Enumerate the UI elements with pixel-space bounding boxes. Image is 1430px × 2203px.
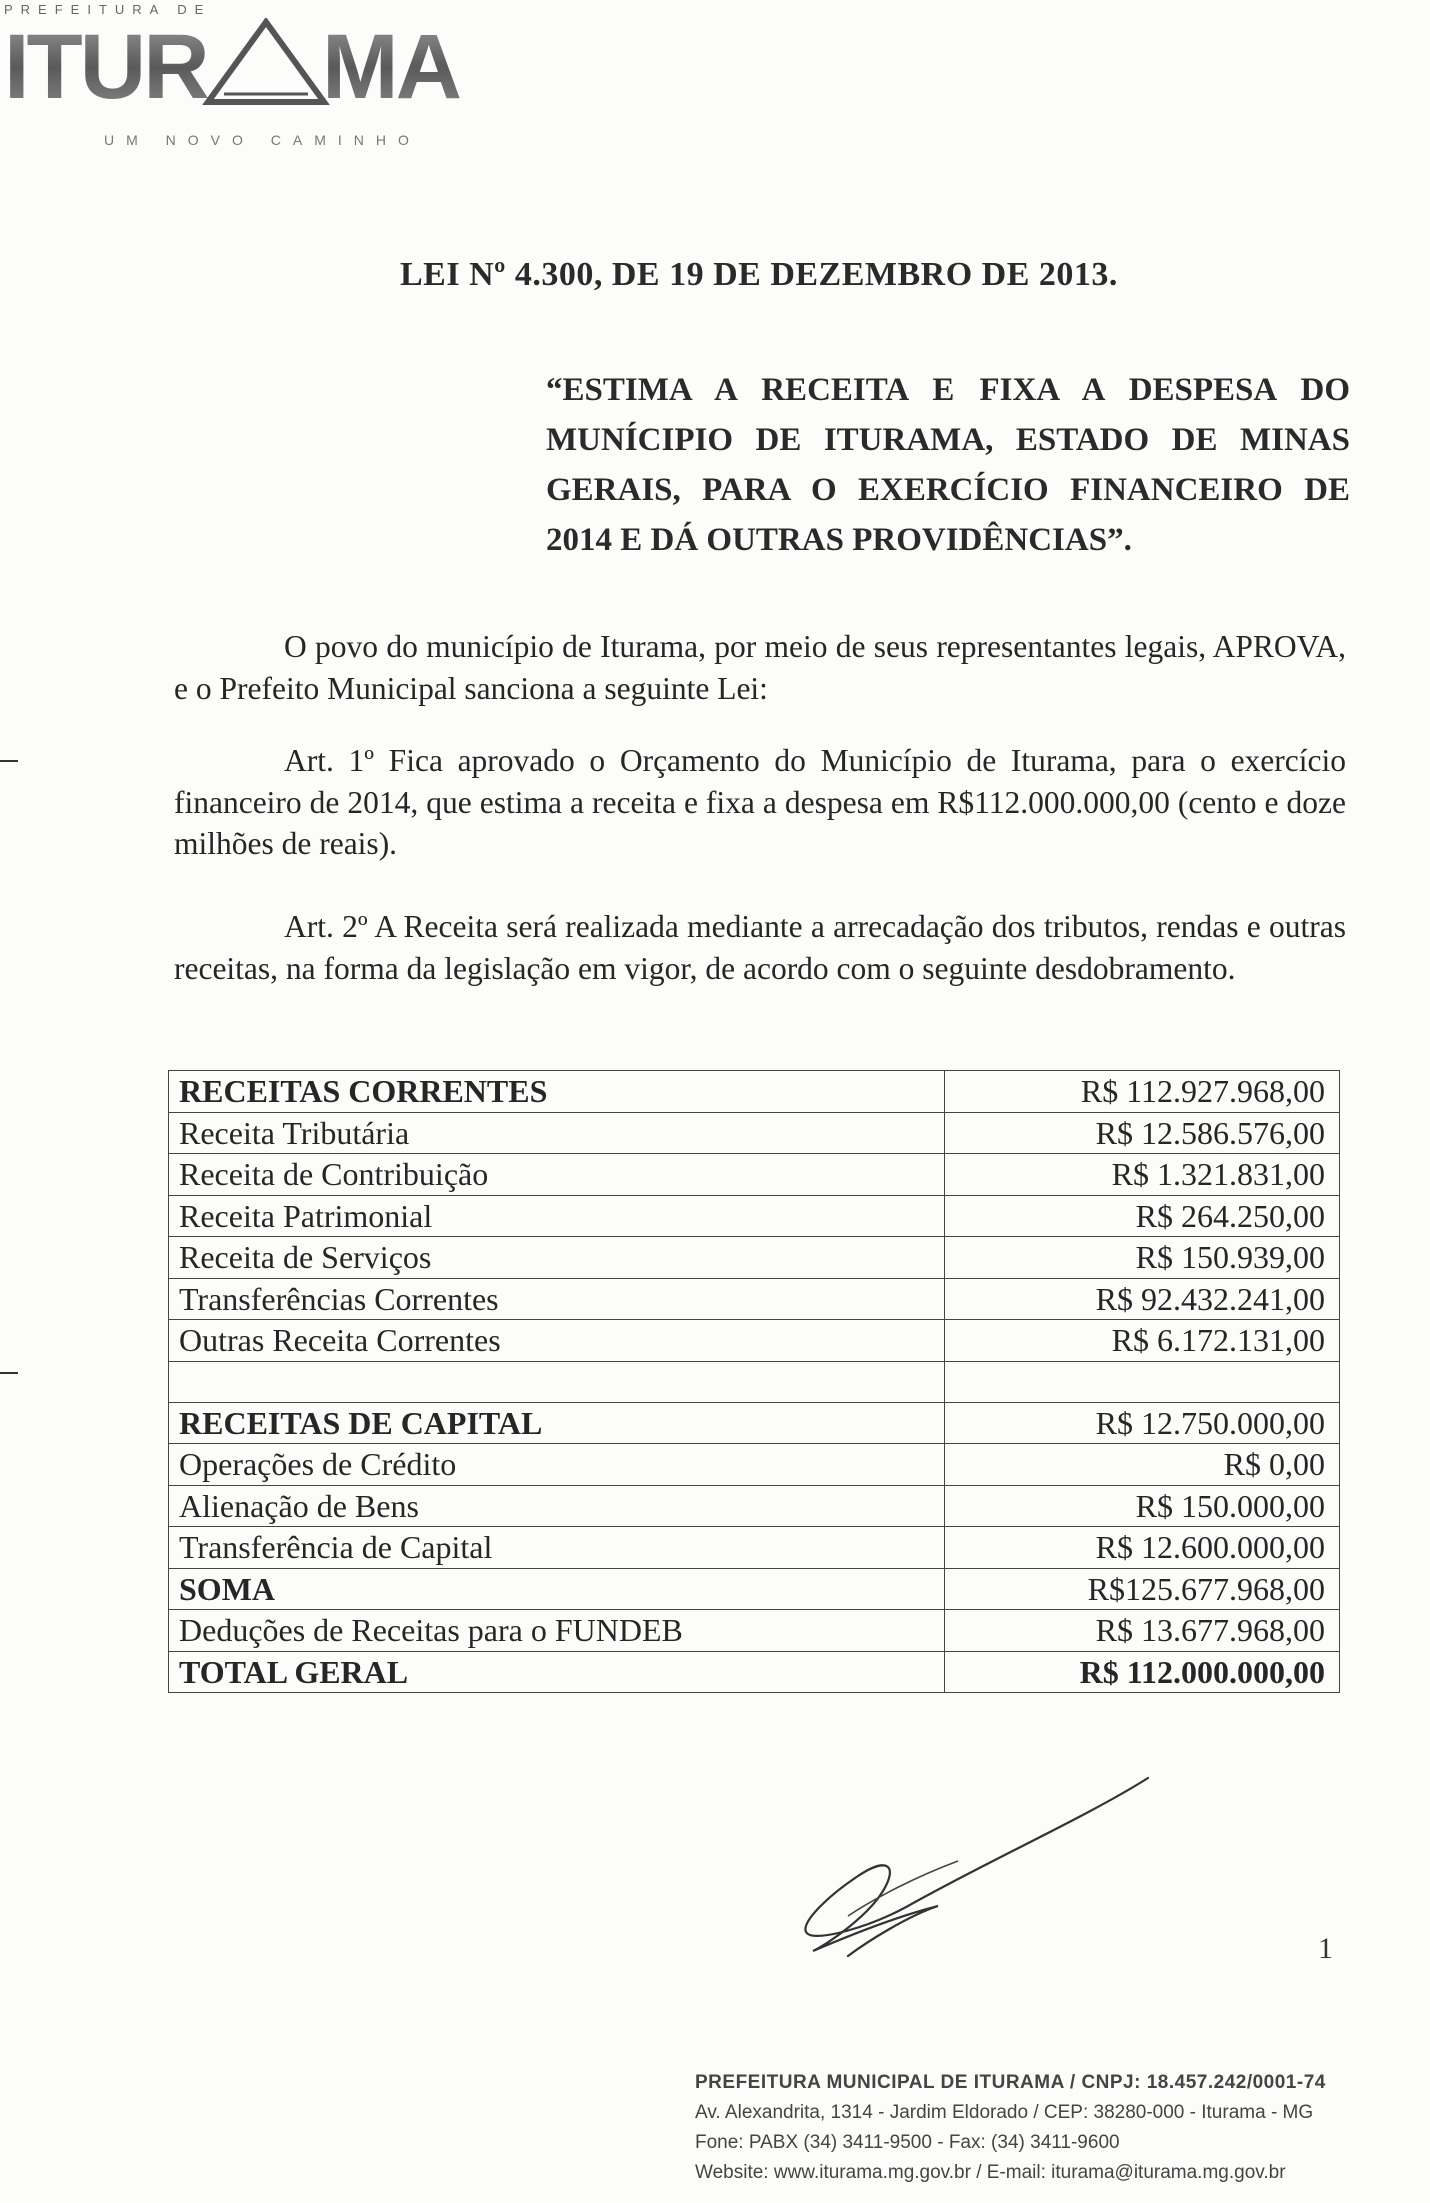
row-label: Alienação de Bens	[169, 1485, 945, 1527]
footer-line-2: Av. Alexandrita, 1314 - Jardim Eldorado / CEP: 38280-000 - Iturama - MG	[695, 2102, 1314, 2123]
row-value: R$ 13.677.968,00	[945, 1610, 1340, 1652]
row-label: Deduções de Receitas para o FUNDEB	[169, 1610, 945, 1652]
row-label	[169, 1361, 945, 1402]
logo-tagline: UM NOVO CAMINHO	[104, 132, 421, 148]
law-ementa: “ESTIMA A RECEITA E FIXA A DESPESA DO MUNÍCIPIO DE ITURAMA, ESTADO DE MINAS GERAIS, PARA O EXERCÍCIO FINANCEIRO DE 2014 E DÁ OUTRAS PROVIDÊNCIAS”.	[546, 372, 1350, 558]
row-value: R$ 112.000.000,00	[945, 1651, 1340, 1693]
table-row	[169, 1485, 1340, 1527]
row-label: Transferência de Capital	[169, 1527, 945, 1569]
law-title: LEI Nº 4.300, DE 19 DE DEZEMBRO DE 2013.	[400, 256, 1118, 293]
row-label: Outras Receita Correntes	[169, 1320, 945, 1362]
row-label: SOMA	[169, 1568, 945, 1610]
table-row	[169, 1320, 1340, 1362]
row-value	[945, 1361, 1340, 1402]
svg-text:MA: MA	[322, 18, 460, 118]
row-label: Receita de Serviços	[169, 1237, 945, 1279]
footer-line-3: Fone: PABX (34) 3411-9500 - Fax: (34) 3411-9600	[695, 2132, 1120, 2153]
table-row-blank	[169, 1361, 1340, 1402]
revenue-table	[168, 1070, 1340, 1693]
margin-mark	[0, 760, 18, 762]
row-value: R$ 264.250,00	[945, 1195, 1340, 1237]
paragraph-art-1: Art. 1º Fica aprovado o Orçamento do Município de Iturama, para o exercício financeiro de 2014, que estima a receita e fixa a despesa em R$112.000.000,00 (cento e doze milhões de reais).	[174, 743, 1346, 861]
prefeitura-logo	[0, 0, 470, 160]
table-row	[169, 1402, 1340, 1444]
table-row	[169, 1568, 1340, 1610]
row-value: R$ 112.927.968,00	[945, 1071, 1340, 1113]
table-row	[169, 1195, 1340, 1237]
table-row	[169, 1278, 1340, 1320]
row-value: R$ 12.600.000,00	[945, 1527, 1340, 1569]
margin-mark	[0, 1372, 18, 1374]
table-row	[169, 1610, 1340, 1652]
table-row	[169, 1154, 1340, 1196]
table-row	[169, 1237, 1340, 1279]
svg-text:ITUR: ITUR	[4, 18, 207, 118]
paragraph-art-2: Art. 2º A Receita será realizada mediante a arrecadação dos tributos, rendas e outras receitas, na forma da legislação em vigor, de acordo com o seguinte desdobramento.	[174, 909, 1346, 986]
row-value: R$ 150.000,00	[945, 1485, 1340, 1527]
row-label: Receita Patrimonial	[169, 1195, 945, 1237]
row-label: Operações de Crédito	[169, 1444, 945, 1486]
row-value: R$ 1.321.831,00	[945, 1154, 1340, 1196]
footer	[695, 2068, 1326, 2188]
paragraph-preamble: O povo do município de Iturama, por meio de seus representantes legais, APROVA, e o Prefeito Municipal sanciona a seguinte Lei:	[174, 629, 1346, 706]
table-row-total	[169, 1651, 1340, 1693]
footer-line-1: PREFEITURA MUNICIPAL DE ITURAMA / CNPJ: 18.457.242/0001-74	[695, 2072, 1326, 2093]
table-row	[169, 1527, 1340, 1569]
table-row	[169, 1112, 1340, 1154]
row-label: TOTAL GERAL	[169, 1651, 945, 1693]
row-value: R$ 6.172.131,00	[945, 1320, 1340, 1362]
table-row	[169, 1444, 1340, 1486]
logo-wordmark	[4, 18, 464, 128]
logo-small-text: PREFEITURA DE	[4, 2, 212, 17]
row-label: Transferências Correntes	[169, 1278, 945, 1320]
page-number: 1	[1318, 1932, 1333, 1965]
row-value: R$ 92.432.241,00	[945, 1278, 1340, 1320]
row-value: R$ 0,00	[945, 1444, 1340, 1486]
row-label: Receita Tributária	[169, 1112, 945, 1154]
row-label: Receita de Contribuição	[169, 1154, 945, 1196]
row-value: R$ 12.586.576,00	[945, 1112, 1340, 1154]
footer-line-4: Website: www.iturama.mg.gov.br / E-mail: iturama@iturama.mg.gov.br	[695, 2162, 1286, 2183]
row-value: R$ 12.750.000,00	[945, 1402, 1340, 1444]
row-value: R$ 150.939,00	[945, 1237, 1340, 1279]
table-row	[169, 1071, 1340, 1113]
row-value: R$125.677.968,00	[945, 1568, 1340, 1610]
row-label: RECEITAS DE CAPITAL	[169, 1402, 945, 1444]
signature	[788, 1766, 1168, 1966]
row-label: RECEITAS CORRENTES	[169, 1071, 945, 1113]
